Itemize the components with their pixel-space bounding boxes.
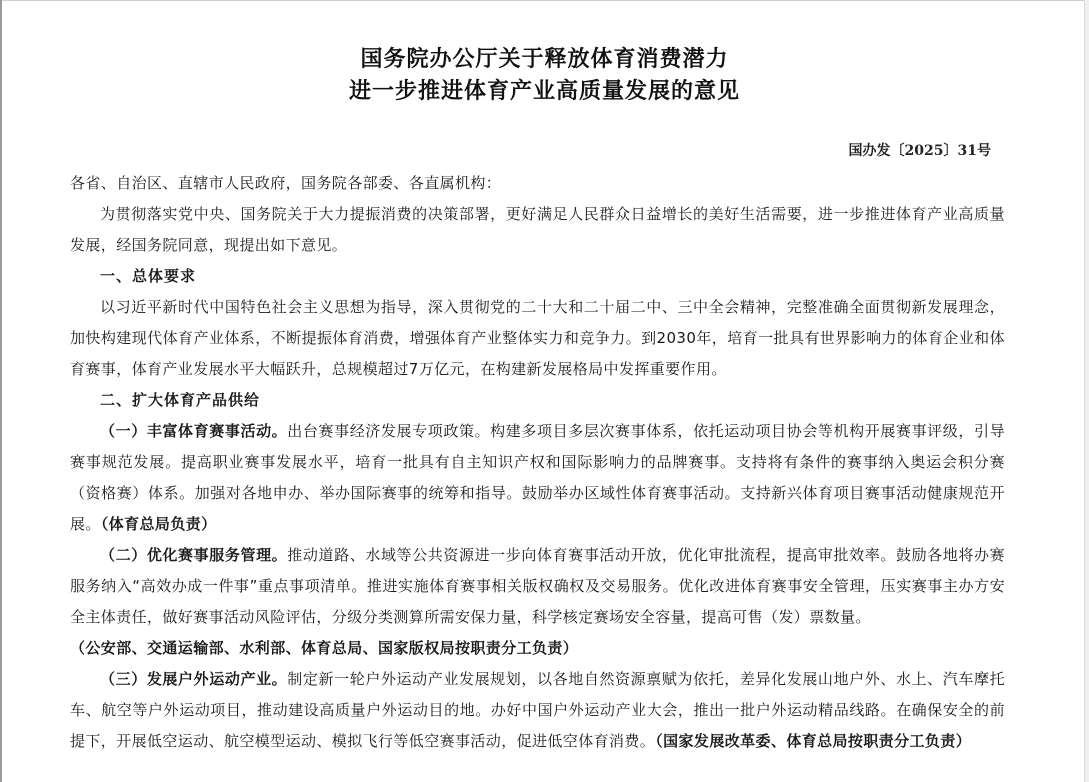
document-title-line1: 国务院办公厅关于释放体育消费潜力	[360, 46, 729, 72]
document-title-line2: 进一步推进体育产业高质量发展的意见	[348, 78, 740, 104]
item3-responsible: （国家发展改革委、体育总局按职责分工负责）	[655, 732, 972, 750]
intro-paragraph: 为贯彻落实党中央、国务院关于大力提振消费的决策部署，更好满足人民群众日益增长的美好生活需要，进一步推进体育产业高质量发展，经国务院同意，现提出如下意见。	[70, 205, 1005, 254]
item2-paragraph	[70, 540, 1005, 664]
item1-responsible: （体育总局负责）	[100, 515, 217, 533]
window-top-border	[0, 0, 1089, 1]
salutation: 各省、自治区、直辖市人民政府，国务院各部委、各直属机构：	[70, 174, 502, 192]
document-number: 国办发〔2025〕31号	[848, 143, 991, 159]
item1-text: 出台赛事经济发展专项政策。构建多项目多层次赛事体系，依托运动项目协会等机构开展赛事评级，引导赛事规范发展。提高职业赛事发展水平，培育一批具有自主知识产权和国际影响力的品牌赛事。支持将有条件的赛事纳入奥运会积分赛（资格赛）体系。加强对各地申办、举办国际赛事的统筹和指导。鼓励举办区域性体育赛事活动。支持新兴体育项目赛事活动健康规范开展。	[70, 422, 1006, 533]
item2-responsible: （公安部、交通运输部、水利部、体育总局、国家版权局按职责分工负责）	[70, 639, 579, 657]
item2-text: 推动道路、水域等公共资源进一步向体育赛事活动开放，优化审批流程，提高审批效率。鼓励各地将办赛服务纳入“高效办成一件事”重点事项清单。推进实施体育赛事相关版权确权及交易服务。优化改进体育赛事安全管理，压实赛事主办方安全主体责任，做好赛事活动风险评估，分级分类测算所需安保力量，科学核定赛场安全容量，提高可售（发）票数量。	[70, 546, 1006, 626]
item1-label: （一）丰富体育赛事活动。	[100, 422, 288, 440]
item1-paragraph	[70, 416, 1005, 540]
item3-paragraph	[70, 664, 1005, 757]
vertical-scrollbar[interactable]	[1084, 0, 1089, 782]
section-heading-general-requirements: 一、总体要求	[100, 267, 197, 285]
section1-paragraph: 以习近平新时代中国特色社会主义思想为指导，深入贯彻党的二十大和二十届二中、三中全会精神，完整准确全面贯彻新发展理念，加快构建现代体育产业体系，不断提振体育消费，增强体育产业整体实力和竞争力。到2030年，培育一批具有世界影响力的体育企业和体育赛事，体育产业发展水平大幅跃升，总规模超过7万亿元，在构建新发展格局中发挥重要作用。	[70, 298, 1005, 378]
item3-text: 制定新一轮户外运动产业发展规划，以各地自然资源禀赋为依托，差异化发展山地户外、水上、汽车摩托车、航空等户外运动项目，推动建设高质量户外运动目的地。办好中国户外运动产业大会，推出一批户外运动精品线路。在确保安全的前提下，开展低空运动、航空模型运动、模拟飞行等低空赛事活动，促进低空体育消费。	[70, 670, 1006, 750]
window-left-border	[0, 0, 2, 782]
section-heading-expand-supply: 二、扩大体育产品供给	[100, 391, 261, 409]
document-body	[70, 168, 1005, 757]
item3-label: （三）发展户外运动产业。	[100, 670, 288, 688]
item2-label: （二）优化赛事服务管理。	[100, 546, 288, 564]
